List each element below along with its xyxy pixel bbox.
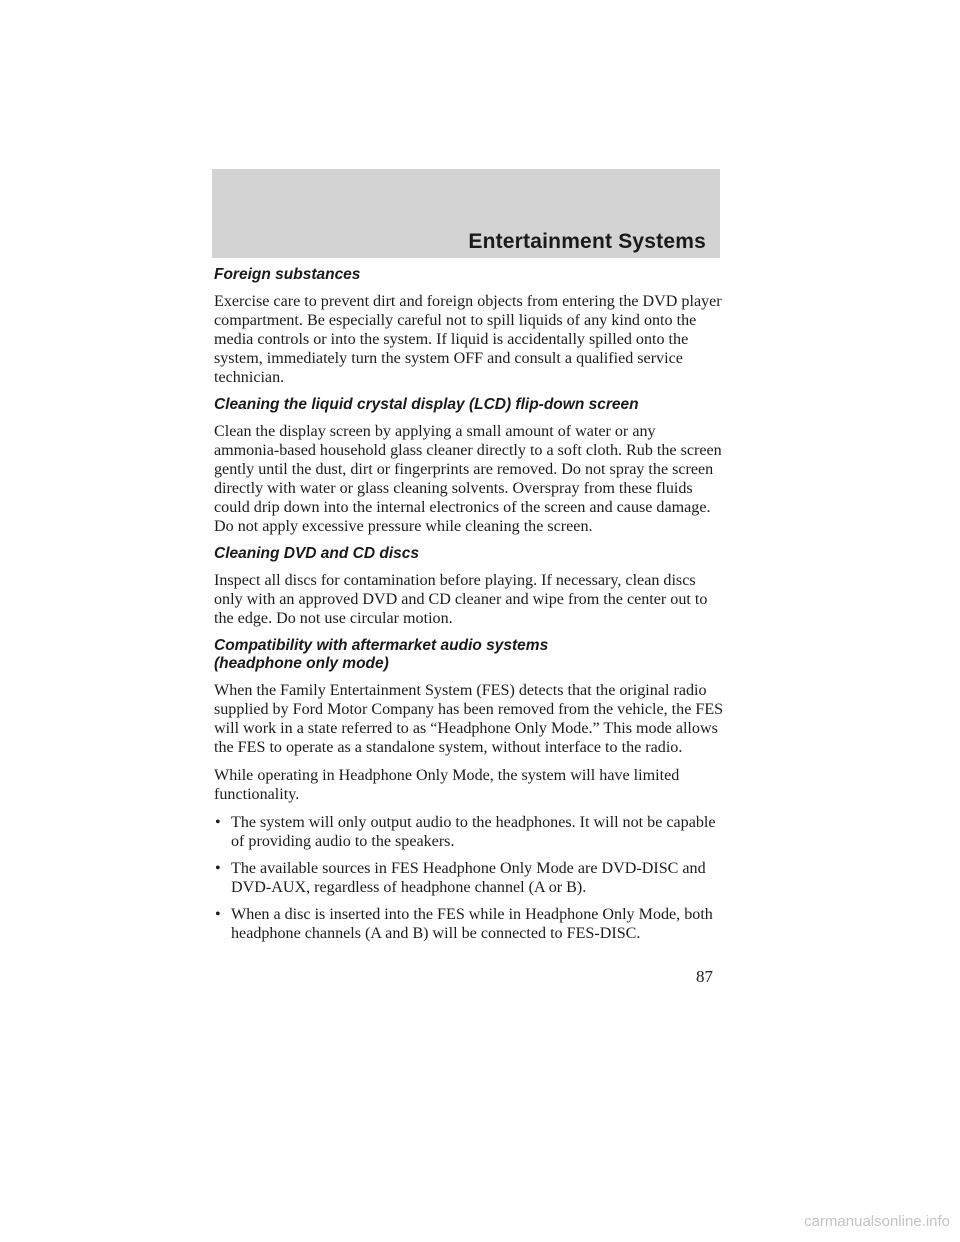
heading-compatibility (214, 637, 724, 673)
page-number: 87 (696, 967, 713, 986)
heading-cleaning-discs: Cleaning DVD and CD discs (214, 545, 419, 562)
bullet-icon: • (215, 814, 221, 831)
list-item-text: The available sources in FES Headphone Only Mode are DVD-DISC and DVD-AUX, regardless of headphone channel (A or B). (231, 860, 706, 896)
paragraph-cleaning-lcd: Clean the display screen by applying a small amount of water or any ammonia-based household glass cleaner directly to a soft cloth. Rub the screen gently until the dust, dirt or fingerprints are removed. Do not spray the screen directly with water or glass cleaning solvents. Overspray from these fluids could drip down into the internal electronics of the screen and cause damage. Do not apply excessive pressure while cleaning the screen. (214, 423, 722, 535)
paragraph-compatibility-intro: When the Family Entertainment System (FES) detects that the original radio supplied by Ford Motor Company has been removed from the vehicle, the FES will work in a state referred to as “Headphone Only Mode.” This mode allows the FES to operate as a standalone system, without interface to the radio. (214, 682, 724, 756)
list-item-text: When a disc is inserted into the FES while in Headphone Only Mode, both headphone channels (A and B) will be connected to FES-DISC. (231, 906, 713, 942)
heading-compatibility-line2: (headphone only mode) (214, 655, 389, 672)
paragraph-compatibility-limited: While operating in Headphone Only Mode, the system will have limited functionality. (214, 767, 680, 803)
paragraph-cleaning-discs: Inspect all discs for contamination before playing. If necessary, clean discs only with an approved DVD and CD cleaner and wipe from the center out to the edge. Do not use circular motion. (214, 572, 708, 627)
bullet-icon: • (215, 860, 221, 877)
watermark: carmanualsonline.info (804, 1213, 950, 1230)
heading-foreign-substances: Foreign substances (214, 266, 361, 283)
list-item (214, 905, 724, 943)
section-title: Entertainment Systems (468, 230, 706, 253)
section-header-band (212, 169, 720, 258)
heading-compatibility-line1: Compatibility with aftermarket audio systems (214, 637, 549, 654)
bullet-icon: • (215, 906, 221, 923)
page-content (214, 266, 724, 951)
list-item (214, 859, 724, 897)
heading-cleaning-lcd: Cleaning the liquid crystal display (LCD) flip-down screen (214, 396, 639, 413)
list-item-text: The system will only output audio to the headphones. It will not be capable of providing audio to the speakers. (231, 814, 716, 850)
bullet-list (214, 813, 724, 943)
paragraph-foreign-substances: Exercise care to prevent dirt and foreign objects from entering the DVD player compartment. Be especially careful not to spill liquids of any kind onto the media controls or into the system. If liquid is accidentally spilled onto the system, immediately turn the system OFF and consult a qualified service technician. (214, 293, 722, 386)
list-item (214, 813, 724, 851)
